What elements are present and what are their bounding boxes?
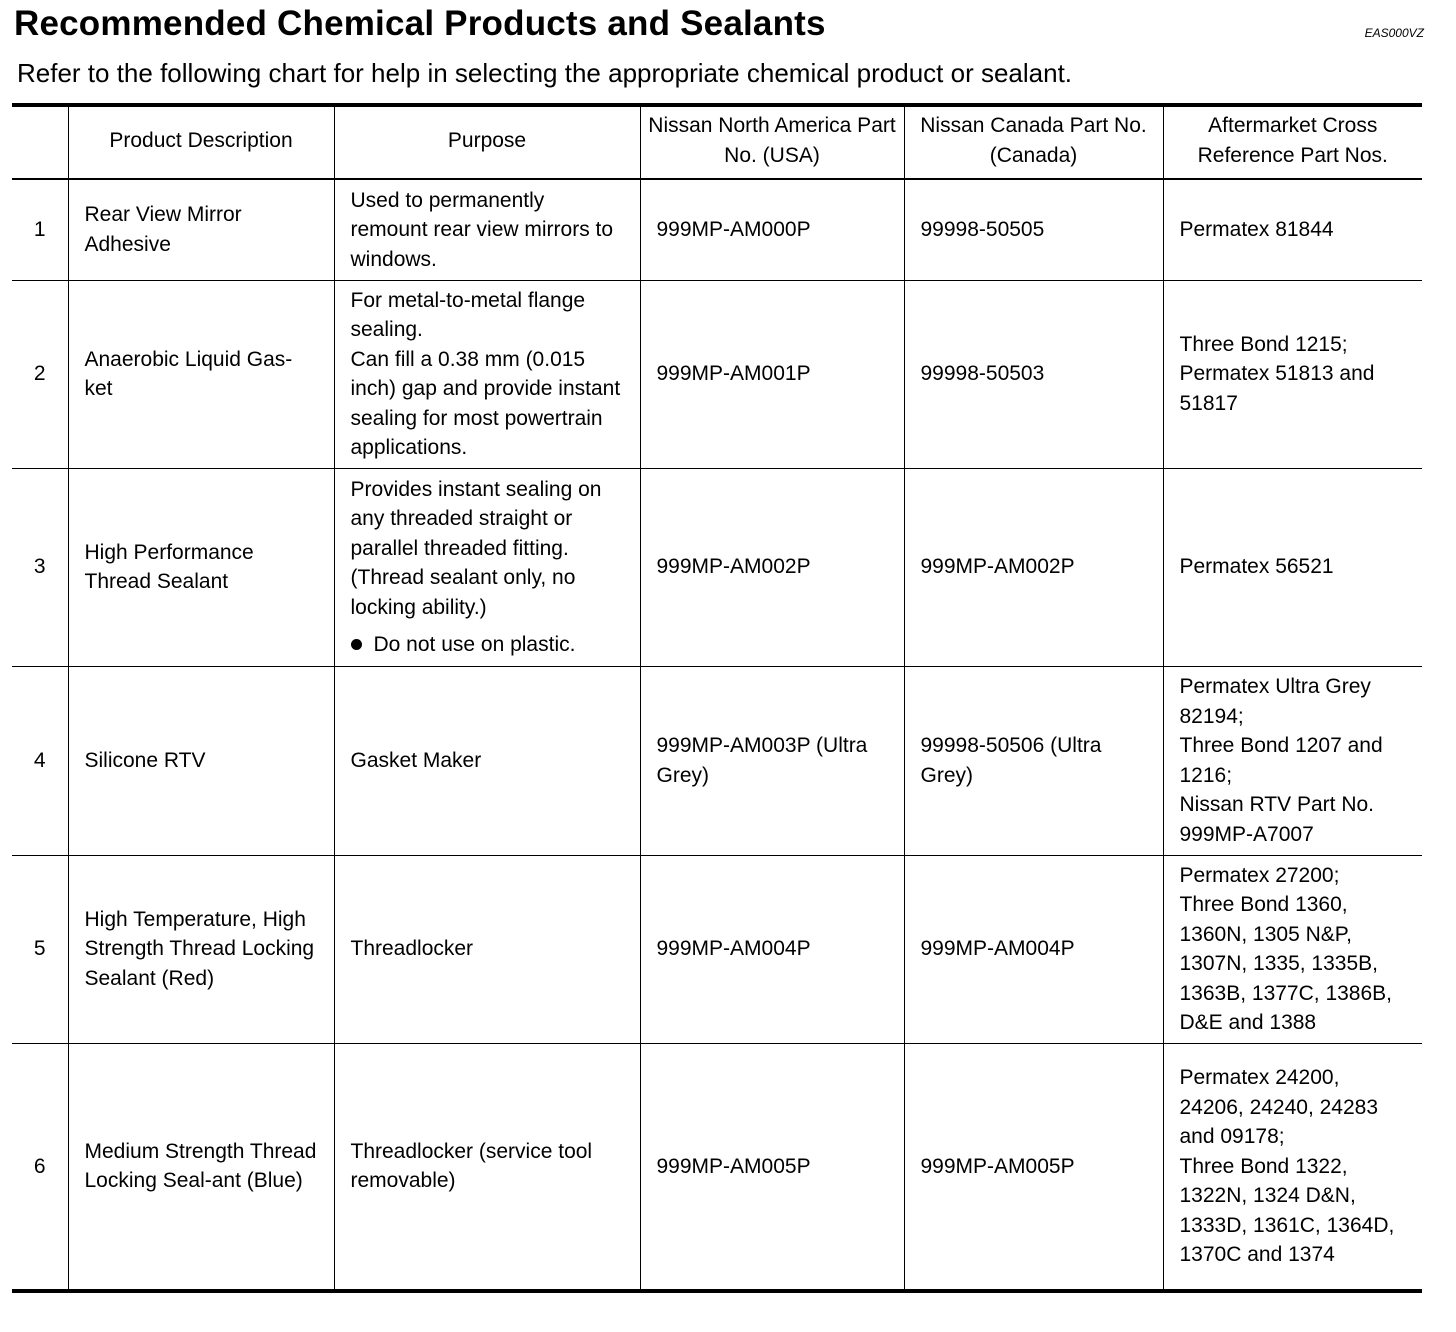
table-body [12, 179, 1422, 1291]
canada-part-number: 999MP-AM005P [904, 1043, 1163, 1291]
table-header-row [12, 105, 1422, 179]
purpose-cell [334, 1043, 640, 1291]
usa-part-number: 999MP-AM004P [640, 855, 904, 1043]
column-header-purpose: Purpose [334, 105, 640, 179]
usa-part-number: 999MP-AM003P (Ultra Grey) [640, 666, 904, 855]
aftermarket-part-text: Permatex 24200, 24206, 24240, 24283 and 09178; [1179, 1066, 1379, 1148]
usa-part-number: 999MP-AM000P [640, 179, 904, 280]
aftermarket-part-text: Permatex Ultra Grey 82194; [1179, 675, 1371, 728]
table-row [12, 468, 1422, 666]
aftermarket-part-text: Nissan RTV Part No. 999MP-A7007 [1179, 793, 1375, 846]
table-row [12, 666, 1422, 855]
canada-part-number: 99998-50505 [904, 179, 1163, 280]
table-row [12, 179, 1422, 280]
purpose-text: Threadlocker [350, 937, 474, 961]
bullet-icon [351, 639, 362, 650]
aftermarket-cell [1163, 179, 1422, 280]
aftermarket-part-text: Permatex 81844 [1179, 218, 1334, 241]
purpose-note-text: Do not use on plastic. [373, 633, 576, 656]
chemical-products-table [12, 103, 1422, 1293]
aftermarket-part-text: Permatex 56521 [1179, 555, 1334, 579]
purpose-note [351, 630, 626, 660]
purpose-text: Provides instant sealing on any threaded straight or parallel threaded fitting. (Thread sealant only, no locking ability.) [350, 477, 602, 619]
row-number: 1 [12, 179, 68, 280]
purpose-cell [334, 280, 640, 468]
canada-part-number: 999MP-AM004P [904, 855, 1163, 1043]
product-description: High Temperature, High Strength Thread Locking Sealant (Red) [68, 855, 334, 1043]
column-header-canada-part: Nissan Canada Part No. (Canada) [904, 105, 1163, 179]
table-row [12, 280, 1422, 468]
purpose-cell [334, 666, 640, 855]
aftermarket-cell [1163, 1043, 1422, 1291]
purpose-text: Threadlocker (service tool removable) [350, 1139, 593, 1193]
product-description: Rear View Mirror Adhesive [68, 179, 334, 280]
purpose-cell [334, 179, 640, 280]
table-row [12, 1043, 1422, 1291]
canada-part-number: 999MP-AM002P [904, 468, 1163, 666]
row-number: 6 [12, 1043, 68, 1291]
column-header-usa-part: Nissan North America Part No. (USA) [640, 105, 904, 179]
purpose-text: Used to permanently remount rear view mirrors to windows. [350, 188, 614, 271]
purpose-text: For metal-to-metal flange sealing. [350, 288, 586, 341]
product-description: Medium Strength Thread Locking Seal-ant (Blue) [68, 1043, 334, 1291]
table-row [12, 855, 1422, 1043]
row-number: 2 [12, 280, 68, 468]
aftermarket-cell [1163, 468, 1422, 666]
column-header-description: Product Description [68, 105, 334, 179]
purpose-text: Gasket Maker [350, 748, 482, 772]
product-description: Silicone RTV [68, 666, 334, 855]
usa-part-number: 999MP-AM001P [640, 280, 904, 468]
product-description: High Performance Thread Sealant [68, 468, 334, 666]
usa-part-number: 999MP-AM002P [640, 468, 904, 666]
aftermarket-cell [1163, 280, 1422, 468]
row-number: 5 [12, 855, 68, 1043]
aftermarket-part-text: Three Bond 1322, 1322N, 1324 D&N, 1333D, 1361C, 1364D, 1370C and 1374 [1179, 1154, 1395, 1266]
page-title: Recommended Chemical Products and Sealants [14, 4, 826, 43]
page-subtitle: Refer to the following chart for help in selecting the appropriate chemical product or sealant. [17, 58, 1073, 88]
row-number: 3 [12, 468, 68, 666]
usa-part-number: 999MP-AM005P [640, 1043, 904, 1291]
product-description: Anaerobic Liquid Gas-ket [68, 280, 334, 468]
aftermarket-part-text: Permatex 51813 and 51817 [1179, 362, 1375, 415]
document-code: EAS000VZ [1364, 26, 1424, 40]
canada-part-number: 99998-50506 (Ultra Grey) [904, 666, 1163, 855]
column-header-aftermarket: Aftermarket Cross Reference Part Nos. [1163, 105, 1422, 179]
purpose-cell [334, 855, 640, 1043]
column-header-number [12, 105, 68, 179]
aftermarket-cell [1163, 666, 1422, 855]
aftermarket-part-text: Permatex 27200; [1179, 863, 1340, 887]
aftermarket-part-text: Three Bond 1215; [1179, 332, 1348, 356]
aftermarket-part-text: Three Bond 1207 and 1216; [1179, 734, 1383, 787]
aftermarket-cell [1163, 855, 1422, 1043]
canada-part-number: 99998-50503 [904, 280, 1163, 468]
row-number: 4 [12, 666, 68, 855]
purpose-text: Can fill a 0.38 mm (0.015 inch) gap and provide instant sealing for most powertrain applications. [350, 347, 621, 459]
aftermarket-part-text: Three Bond 1360, 1360N, 1305 N&P, 1307N, 1335, 1335B, 1363B, 1377C, 1386B, D&E and 1388 [1179, 893, 1393, 1034]
purpose-cell [334, 468, 640, 666]
